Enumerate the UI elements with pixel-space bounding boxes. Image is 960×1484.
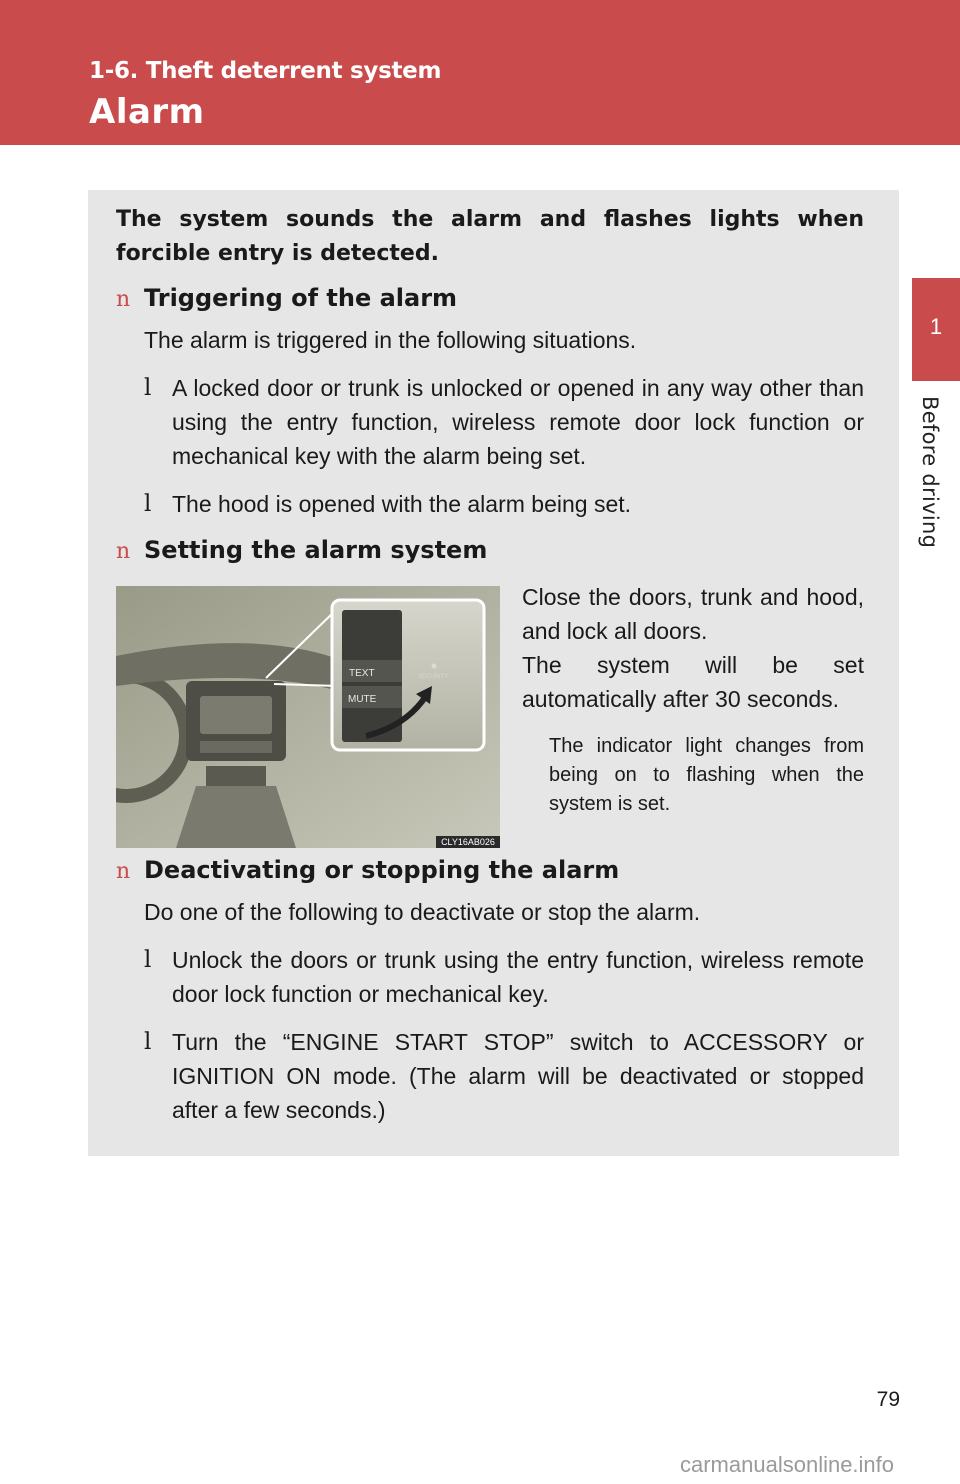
page-number: 79 bbox=[876, 1388, 900, 1411]
setting-text-1: Close the doors, trunk and hood, and lock all doors. bbox=[522, 584, 864, 644]
section-text bbox=[522, 580, 864, 716]
bullet-text: A locked door or trunk is unlocked or opened in any way other than using the entry function, wireless remote door lock function or mechanical key with the alarm being set. bbox=[172, 375, 864, 469]
list-item bbox=[144, 943, 864, 1011]
section-heading-triggering bbox=[116, 284, 457, 312]
section-heading-text: Triggering of the alarm bbox=[144, 284, 458, 312]
setting-text-2: The system will be set automatically after 30 seconds. bbox=[522, 652, 864, 712]
section-label: 1-6. Theft deterrent system bbox=[89, 58, 442, 84]
bullet-text: The hood is opened with the alarm being set. bbox=[172, 491, 632, 517]
chapter-name: Before driving bbox=[918, 396, 942, 549]
bullet-text: Unlock the doors or trunk using the entry function, wireless remote door lock function or mechanical key. bbox=[172, 947, 864, 1007]
mute-button-label: MUTE bbox=[348, 694, 377, 705]
section-heading-text: Deactivating or stopping the alarm bbox=[144, 856, 620, 884]
chapter-tab[interactable] bbox=[912, 278, 960, 381]
section-marker: n bbox=[116, 539, 131, 564]
bullet-marker: l bbox=[144, 375, 152, 401]
section-heading-text: Setting the alarm system bbox=[144, 536, 488, 564]
dashboard-figure bbox=[116, 586, 500, 848]
list-item bbox=[144, 1025, 864, 1127]
section-text: Do one of the following to deactivate or stop the alarm. bbox=[144, 899, 701, 925]
text-button-label: TEXT bbox=[349, 668, 375, 679]
security-indicator-icon bbox=[432, 664, 437, 669]
section-marker: n bbox=[116, 859, 131, 884]
list-item bbox=[144, 371, 864, 473]
section-heading-setting bbox=[116, 536, 487, 564]
header-bar bbox=[0, 0, 960, 145]
intro-text: The system sounds the alarm and flashes lights when forcible entry is detected. bbox=[116, 207, 864, 266]
section-heading-deactivating bbox=[116, 856, 619, 884]
bullet-text: Turn the “ENGINE START STOP” switch to ACCESSORY or IGNITION ON mode. (The alarm will be deactivated or stopped after a few seconds.) bbox=[172, 1029, 864, 1123]
chapter-number: 1 bbox=[929, 314, 943, 339]
bullet-marker: l bbox=[144, 1029, 152, 1055]
security-indicator-label: SECURITY bbox=[418, 674, 449, 680]
section-text: The alarm is triggered in the following situations. bbox=[144, 327, 637, 353]
figure-code: CLY16AB026 bbox=[436, 836, 500, 848]
page-title: Alarm bbox=[89, 92, 205, 132]
list-item bbox=[144, 487, 864, 521]
section-marker: n bbox=[116, 287, 131, 312]
note-text: The indicator light changes from being on to flashing when the system is set. bbox=[549, 735, 864, 815]
dashboard-illustration bbox=[116, 586, 500, 848]
bullet-marker: l bbox=[144, 947, 152, 973]
bullet-marker: l bbox=[144, 491, 152, 517]
watermark: carmanualsonline.info bbox=[680, 1452, 895, 1477]
